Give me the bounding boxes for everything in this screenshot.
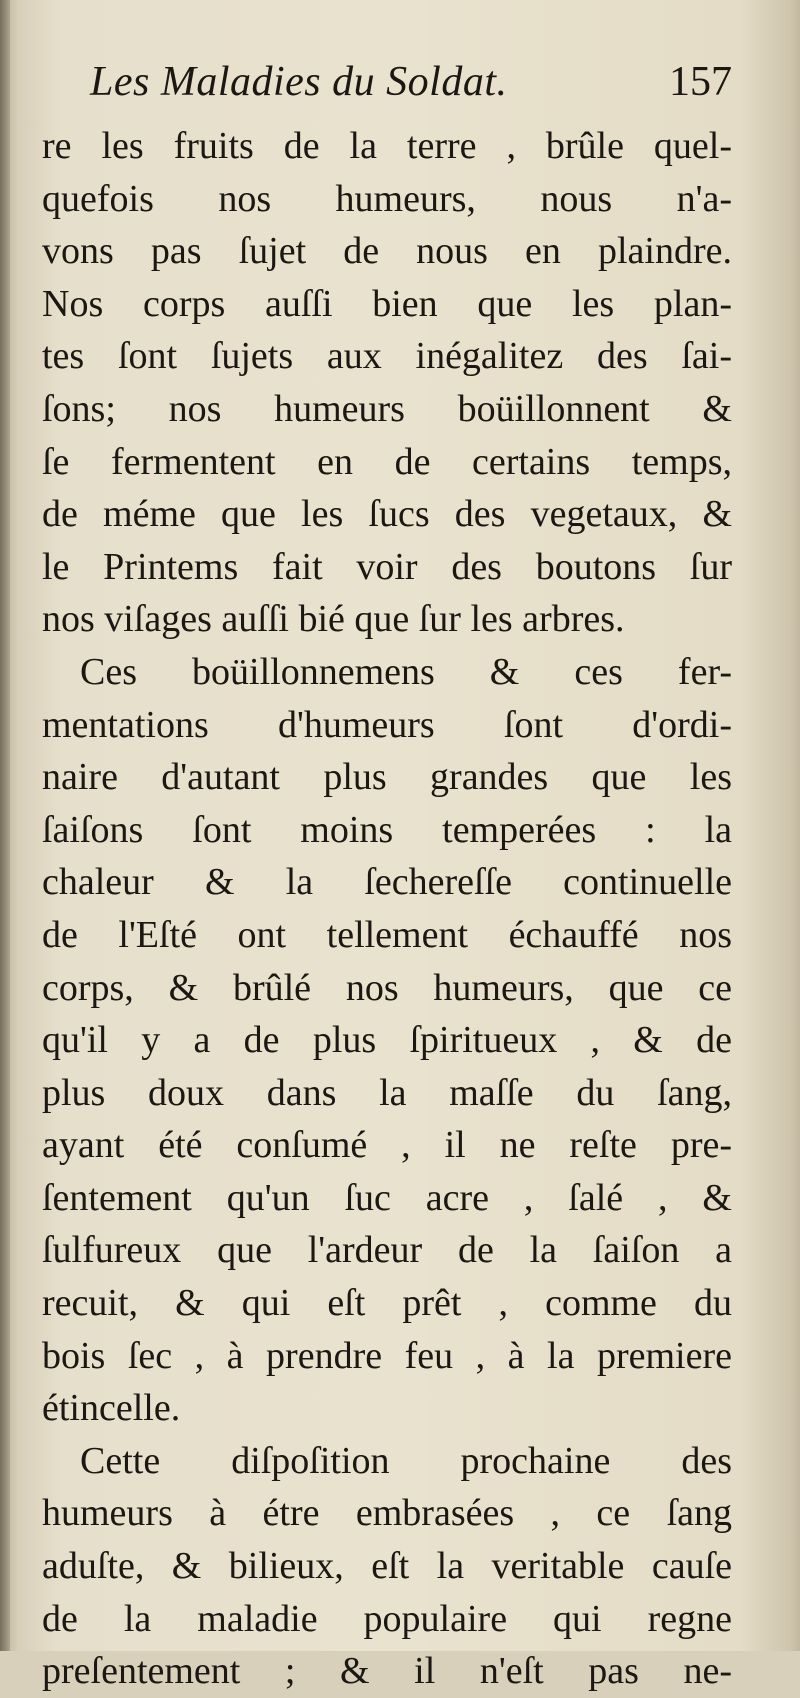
text-line: de méme que les ſucs des vegetaux, & — [42, 493, 732, 536]
text-line: humeurs à étre embrasées , ce ſang — [42, 1492, 732, 1535]
text-line: ſe fermentent en de certains temps, — [42, 440, 732, 483]
text-line: quefois nos humeurs, nous n'a- — [42, 177, 732, 220]
text-line: preſentement ; & il n'eſt pas ne- — [42, 1650, 732, 1693]
page-number: 157 — [669, 59, 732, 105]
text-line: ſentement qu'un ſuc acre , ſalé , & — [42, 1176, 732, 1219]
text-line: de l'Eſté ont tellement échauffé nos — [42, 913, 732, 956]
text-line: étincelle. — [42, 1387, 181, 1430]
text-line: mentations d'humeurs ſont d'ordi- — [42, 703, 732, 746]
text-line: ſaiſons ſont moins temperées : la — [42, 808, 732, 851]
text-line: Cette diſpoſition prochaine des — [80, 1439, 732, 1482]
text-line: ſulfureux que l'ardeur de la ſaiſon a — [42, 1229, 732, 1272]
text-line: Nos corps auſſi bien que les plan- — [42, 282, 732, 325]
text-line: chaleur & la ſechereſſe continuelle — [42, 861, 732, 904]
text-line: naire d'autant plus grandes que les — [42, 756, 732, 799]
running-title: Les Maladies du Soldat. — [90, 59, 508, 105]
text-line: tes ſont ſujets aux inégalitez des ſai- — [42, 335, 732, 378]
text-line: re les fruits de la terre , brûle quel- — [42, 125, 732, 167]
text-line: de la maladie populaire qui regne — [42, 1597, 732, 1640]
text-line: aduſte, & bilieux, eſt la veritable cauſe — [42, 1545, 732, 1588]
page-text-block — [42, 58, 732, 1698]
text-line: ayant été conſumé , il ne reſte pre- — [42, 1124, 732, 1167]
text-line: ſons; nos humeurs boüillonnent & — [42, 387, 732, 430]
text-line: le Printems fait voir des boutons ſur — [42, 545, 732, 588]
text-line: nos viſages auſſi bié que ſur les arbres. — [42, 598, 625, 641]
text-line: recuit, & qui eſt prêt , comme du — [42, 1282, 732, 1325]
text-line: plus doux dans la maſſe du ſang, — [42, 1071, 732, 1114]
page-header — [42, 58, 732, 120]
text-line: Ces boüillonnemens & ces fer- — [80, 650, 732, 693]
text-line: corps, & brûlé nos humeurs, que ce — [42, 966, 732, 1009]
book-spine-shadow — [0, 0, 10, 1651]
text-line: qu'il y a de plus ſpiritueux , & de — [42, 1019, 732, 1062]
text-line: bois ſec , à prendre feu , à la premiere — [42, 1334, 732, 1377]
text-line: vons pas ſujet de nous en plaindre. — [42, 230, 732, 273]
